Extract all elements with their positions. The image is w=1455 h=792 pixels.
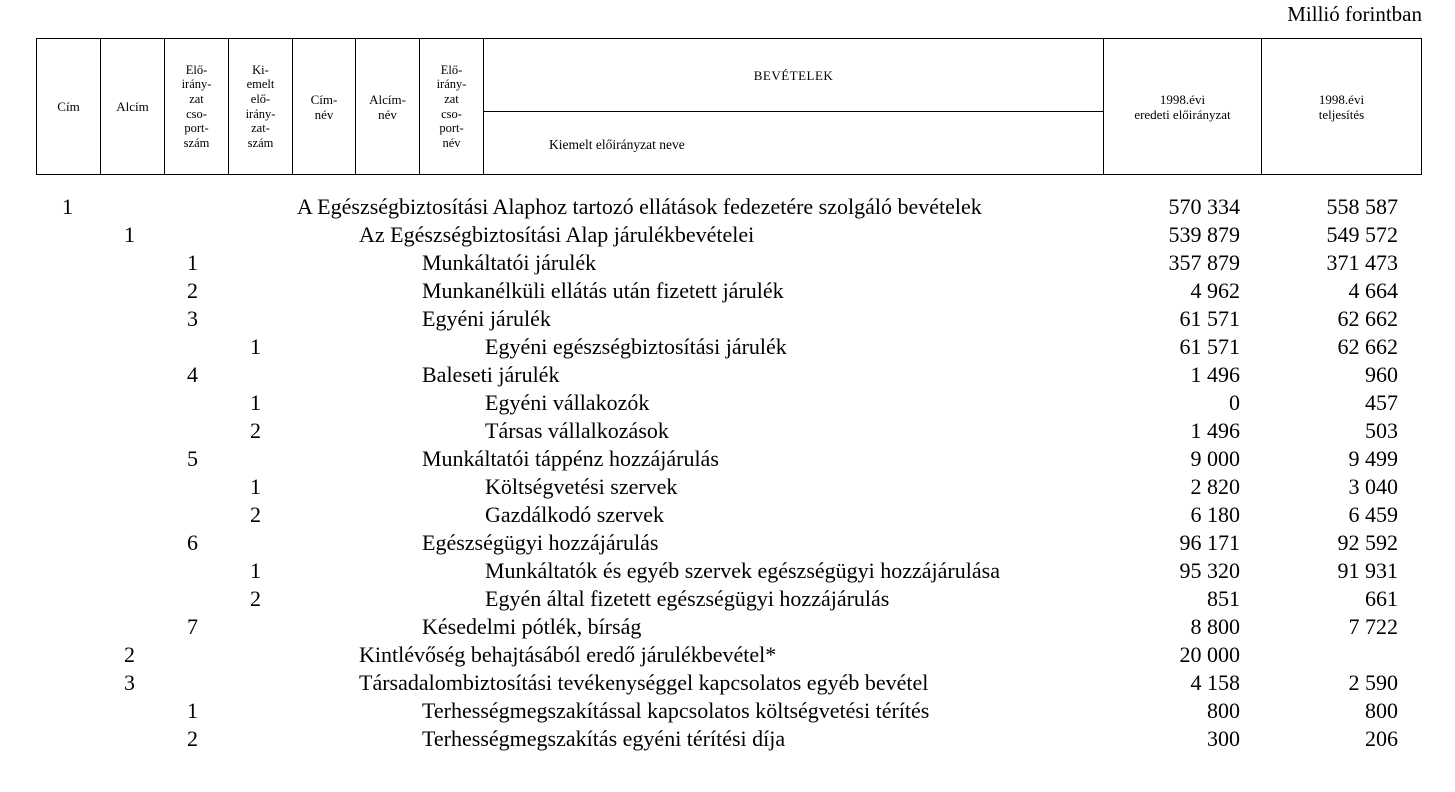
table-row — [0, 585, 1455, 613]
table-row — [0, 305, 1455, 333]
table-row — [0, 277, 1455, 305]
row-name: Az Egészségbiztosítási Alap járulékbevételei — [359, 222, 755, 247]
row-code: 2 — [124, 642, 135, 667]
table-row — [0, 529, 1455, 557]
header-teljesites: 1998.évi teljesítés — [1262, 39, 1422, 175]
row-eredeti-eloiranyzat: 1 496 — [1190, 418, 1240, 443]
row-eredeti-eloiranyzat: 851 — [1207, 586, 1240, 611]
header-kiemelt-eloiranyzat-szam: Ki- emelt elő- irány- zat- szám — [229, 39, 293, 175]
row-code: 1 — [250, 334, 261, 359]
row-code: 3 — [124, 670, 135, 695]
table-row — [0, 641, 1455, 669]
row-teljesites: 92 592 — [1337, 530, 1398, 555]
table-row — [0, 445, 1455, 473]
row-teljesites: 558 587 — [1326, 194, 1398, 219]
row-eredeti-eloiranyzat: 4 962 — [1190, 278, 1240, 303]
table-row — [0, 501, 1455, 529]
row-teljesites: 800 — [1365, 698, 1398, 723]
row-teljesites: 7 722 — [1348, 614, 1398, 639]
row-eredeti-eloiranyzat: 539 879 — [1168, 222, 1240, 247]
row-name: Egyéni járulék — [422, 306, 551, 331]
row-code: 7 — [187, 614, 198, 639]
row-name: Munkanélküli ellátás után fizetett járulék — [422, 278, 784, 303]
header-eloiranyzat-csoport-szam: Elő- irány- zat cso- port- szám — [165, 39, 229, 175]
table-row — [0, 669, 1455, 697]
row-teljesites: 62 662 — [1337, 334, 1398, 359]
row-name: Munkáltatói járulék — [422, 250, 597, 275]
row-name: Egyéni egészségbiztosítási járulék — [485, 334, 787, 359]
table-row — [0, 361, 1455, 389]
unit-label: Millió forintban — [1287, 2, 1422, 26]
table-row — [0, 557, 1455, 585]
header-eloiranyzat-csoport-nev: Elő- irány- zat cso- port- név — [420, 39, 484, 175]
row-eredeti-eloiranyzat: 570 334 — [1168, 194, 1240, 219]
row-teljesites: 3 040 — [1348, 474, 1398, 499]
row-name: Gazdálkodó szervek — [485, 502, 664, 527]
row-name: Egészségügyi hozzájárulás — [422, 530, 659, 555]
row-code: 1 — [187, 250, 198, 275]
header-eredeti: 1998.évi eredeti előirányzat — [1104, 39, 1262, 175]
row-code: 6 — [187, 530, 198, 555]
table-row — [0, 221, 1455, 249]
table-row — [0, 249, 1455, 277]
row-name: Baleseti járulék — [422, 362, 560, 387]
row-eredeti-eloiranyzat: 9 000 — [1190, 446, 1240, 471]
row-name: Költségvetési szervek — [485, 474, 678, 499]
row-eredeti-eloiranyzat: 0 — [1229, 390, 1240, 415]
row-eredeti-eloiranyzat: 1 496 — [1190, 362, 1240, 387]
table-row — [0, 389, 1455, 417]
row-code: 4 — [187, 362, 198, 387]
table-row — [0, 193, 1455, 221]
row-teljesites: 9 499 — [1348, 446, 1398, 471]
row-code: 2 — [250, 586, 261, 611]
row-name: Munkáltatói táppénz hozzájárulás — [422, 446, 719, 471]
row-code: 1 — [250, 558, 261, 583]
row-name: Terhességmegszakítással kapcsolatos költségvetési térítés — [422, 698, 930, 723]
row-name: Késedelmi pótlék, bírság — [422, 614, 642, 639]
header-bevetelek: BEVÉTELEK — [484, 39, 1104, 112]
header-alcim: Alcím — [101, 39, 165, 175]
row-eredeti-eloiranyzat: 300 — [1207, 726, 1240, 751]
row-teljesites: 960 — [1365, 362, 1398, 387]
header-cimnev: Cím- név — [293, 39, 356, 175]
row-name: Terhességmegszakítás egyéni térítési díja — [422, 726, 786, 751]
row-name: A Egészségbiztosítási Alaphoz tartozó ellátások fedezetére szolgáló bevételek — [297, 194, 982, 219]
row-code: 5 — [187, 446, 198, 471]
table-header — [36, 38, 1422, 175]
row-teljesites: 206 — [1365, 726, 1398, 751]
row-code: 2 — [250, 418, 261, 443]
row-code: 1 — [250, 474, 261, 499]
table-row — [0, 473, 1455, 501]
row-teljesites: 457 — [1365, 390, 1398, 415]
row-teljesites: 62 662 — [1337, 306, 1398, 331]
table-row — [0, 613, 1455, 641]
row-teljesites: 503 — [1365, 418, 1398, 443]
table-row — [0, 417, 1455, 445]
row-eredeti-eloiranyzat: 357 879 — [1168, 250, 1240, 275]
row-eredeti-eloiranyzat: 95 320 — [1179, 558, 1240, 583]
row-code: 1 — [62, 194, 73, 219]
row-name: Egyén által fizetett egészségügyi hozzájárulás — [485, 586, 890, 611]
row-code: 3 — [187, 306, 198, 331]
table-body — [0, 193, 1455, 753]
row-eredeti-eloiranyzat: 4 158 — [1190, 670, 1240, 695]
row-code: 1 — [187, 698, 198, 723]
row-code: 2 — [187, 278, 198, 303]
row-teljesites: 6 459 — [1348, 502, 1398, 527]
header-bottom-rule — [36, 174, 1421, 175]
row-teljesites: 661 — [1365, 586, 1398, 611]
row-code: 2 — [187, 726, 198, 751]
row-teljesites: 91 931 — [1337, 558, 1398, 583]
row-eredeti-eloiranyzat: 61 571 — [1179, 306, 1240, 331]
row-code: 1 — [124, 222, 135, 247]
table-row — [0, 697, 1455, 725]
row-teljesites: 4 664 — [1348, 278, 1398, 303]
row-eredeti-eloiranyzat: 61 571 — [1179, 334, 1240, 359]
row-eredeti-eloiranyzat: 8 800 — [1190, 614, 1240, 639]
row-name: Társadalombiztosítási tevékenységgel kapcsolatos egyéb bevétel — [359, 670, 929, 695]
row-eredeti-eloiranyzat: 20 000 — [1179, 642, 1240, 667]
row-teljesites: 549 572 — [1326, 222, 1398, 247]
header-alcimnev: Alcím- név — [356, 39, 420, 175]
row-teljesites: 2 590 — [1348, 670, 1398, 695]
row-eredeti-eloiranyzat: 800 — [1207, 698, 1240, 723]
row-eredeti-eloiranyzat: 6 180 — [1190, 502, 1240, 527]
row-name: Egyéni vállakozók — [485, 390, 650, 415]
table-row — [0, 725, 1455, 753]
row-name: Kintlévőség behajtásából eredő járulékbevétel* — [359, 642, 777, 667]
header-kiemelt-eloiranyzat-neve: Kiemelt előirányzat neve — [484, 112, 1104, 175]
row-code: 2 — [250, 502, 261, 527]
row-teljesites: 371 473 — [1326, 250, 1398, 275]
row-eredeti-eloiranyzat: 2 820 — [1190, 474, 1240, 499]
header-cim: Cím — [37, 39, 101, 175]
row-eredeti-eloiranyzat: 96 171 — [1179, 530, 1240, 555]
row-name: Társas vállalkozások — [485, 418, 669, 443]
table-row — [0, 333, 1455, 361]
row-code: 1 — [250, 390, 261, 415]
row-name: Munkáltatók és egyéb szervek egészségügyi hozzájárulása — [485, 558, 1000, 583]
